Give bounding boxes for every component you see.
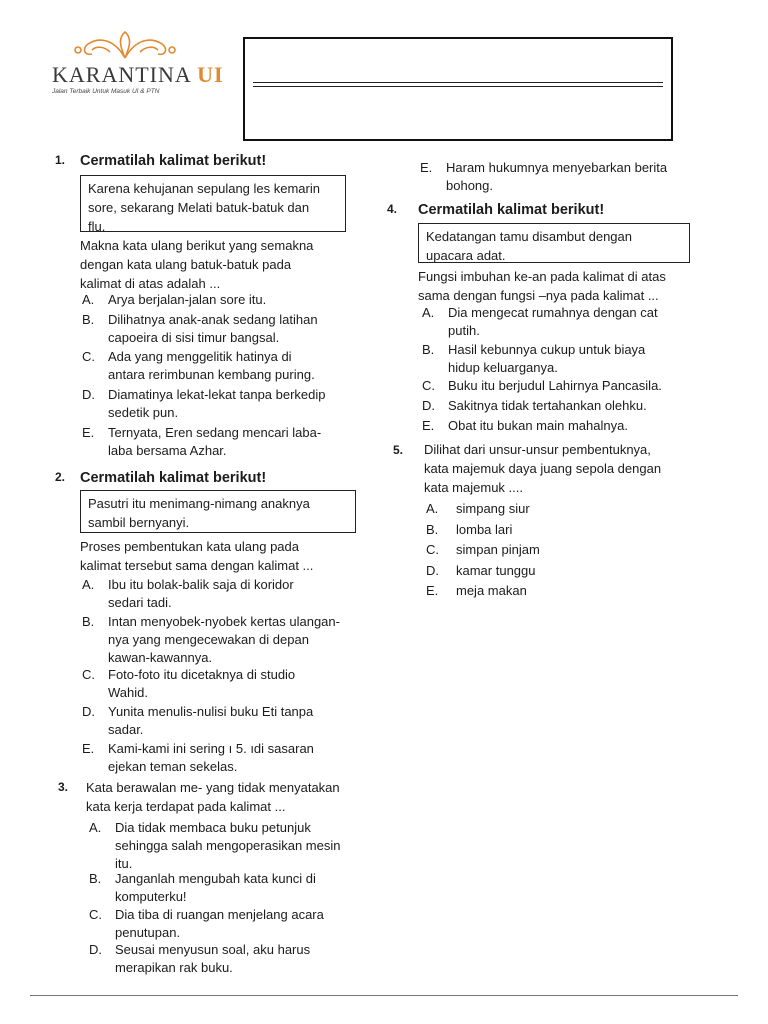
- question-heading: Cermatilah kalimat berikut!: [80, 153, 267, 169]
- option-b[interactable]: B. lomba lari: [426, 522, 513, 537]
- option-e[interactable]: E. Kami-kami ini sering ı 5. ıdi sasaran ejekan teman sekelas.: [82, 741, 314, 774]
- option-b[interactable]: B. Dilihatnya anak-anak sedang latihan capoeira di sisi timur bangsal.: [82, 312, 318, 345]
- option-a[interactable]: A. Dia mengecat rumahnya dengan cat putih.: [422, 305, 658, 338]
- option-c[interactable]: C. Buku itu berjudul Lahirnya Pancasila.: [422, 378, 662, 393]
- option-e[interactable]: E. Obat itu bukan main mahalnya.: [422, 418, 628, 433]
- option-c[interactable]: C. Foto-foto itu dicetaknya di studio Wahid.: [82, 667, 296, 700]
- option-c[interactable]: C. Dia tiba di ruangan menjelang acara penutupan.: [89, 907, 324, 940]
- option-a[interactable]: A. simpang siur: [426, 501, 530, 516]
- option-d[interactable]: D. Seusai menyusun soal, aku harus merapikan rak buku.: [89, 942, 311, 975]
- option-a[interactable]: A. Ibu itu bolak-balik saja di koridor sedari tadi.: [82, 577, 294, 610]
- question-number: 3.: [58, 780, 69, 794]
- question-number: 5.: [393, 443, 404, 457]
- option-b[interactable]: B. Hasil kebunnya cukup untuk biaya hidup keluarganya.: [422, 342, 646, 375]
- brand-name: KARANTINA UI: [52, 62, 224, 87]
- option-e[interactable]: E. meja makan: [426, 583, 527, 598]
- option-c[interactable]: C. Ada yang menggelitik hatinya di antara rerimbunan kembang puring.: [82, 349, 315, 382]
- question-number: 4.: [387, 202, 398, 216]
- question-stem: Proses pembentukan kata ulang pada kalimat tersebut sama dengan kalimat ...: [80, 539, 314, 573]
- option-d[interactable]: D. kamar tunggu: [426, 563, 536, 578]
- question-stem: Fungsi imbuhan ke-an pada kalimat di atas sama dengan fungsi –nya pada kalimat ...: [418, 269, 666, 303]
- option-c[interactable]: C. simpan pinjam: [426, 542, 540, 557]
- option-e[interactable]: E. Haram hukumnya menyebarkan berita bohong.: [420, 160, 668, 193]
- option-b[interactable]: B. Janganlah mengubah kata kunci di komputerku!: [89, 871, 316, 904]
- quote-box: Kedatangan tamu disambut dengan upacara adat.: [418, 223, 690, 263]
- option-e[interactable]: E. Ternyata, Eren sedang mencari laba- laba bersama Azhar.: [82, 425, 322, 458]
- question-stem: Makna kata ulang berikut yang semakna dengan kata ulang batuk-batuk pada kalimat di atas adalah ...: [80, 238, 314, 291]
- quote-box: Karena kehujanan sepulang les kemarin sore, sekarang Melati batuk-batuk dan flu.: [80, 175, 346, 232]
- question-heading: Cermatilah kalimat berikut!: [418, 202, 605, 218]
- brand-tagline: Jalan Terbaik Untuk Masuk UI & PTN: [52, 88, 160, 95]
- question-number: 1.: [55, 153, 66, 167]
- option-d[interactable]: D. Diamatinya lekat-lekat tanpa berkedip sedetik pun.: [82, 387, 326, 420]
- question-number: 2.: [55, 470, 66, 484]
- question-stem: Dilihat dari unsur-unsur pembentuknya, kata majemuk daya juang sepola dengan kata majemuk ....: [424, 442, 662, 495]
- option-a[interactable]: A. Dia tidak membaca buku petunjuk sehingga salah mengoperasikan mesin itu.: [89, 820, 341, 871]
- option-d[interactable]: D. Sakitnya tidak tertahankan olehku.: [422, 398, 647, 413]
- option-d[interactable]: D. Yunita menulis-nulisi buku Eti tanpa sadar.: [82, 704, 314, 737]
- quote-box: Pasutri itu menimang-nimang anaknya sambil bernyanyi.: [80, 490, 356, 533]
- option-a[interactable]: A. Arya berjalan-jalan sore itu.: [82, 292, 267, 307]
- question-heading: Cermatilah kalimat berikut!: [80, 470, 267, 486]
- question-stem: Kata berawalan me- yang tidak menyatakan kata kerja terdapat pada kalimat ...: [86, 780, 340, 814]
- header-box: [243, 37, 673, 141]
- option-b[interactable]: B. Intan menyobek-nyobek kertas ulangan- nya yang mengecewakan di depan kawan-kawannya.: [82, 614, 340, 665]
- footer-divider: [30, 995, 738, 996]
- ornament-icon: [70, 30, 180, 62]
- brand-logo: [52, 30, 224, 100]
